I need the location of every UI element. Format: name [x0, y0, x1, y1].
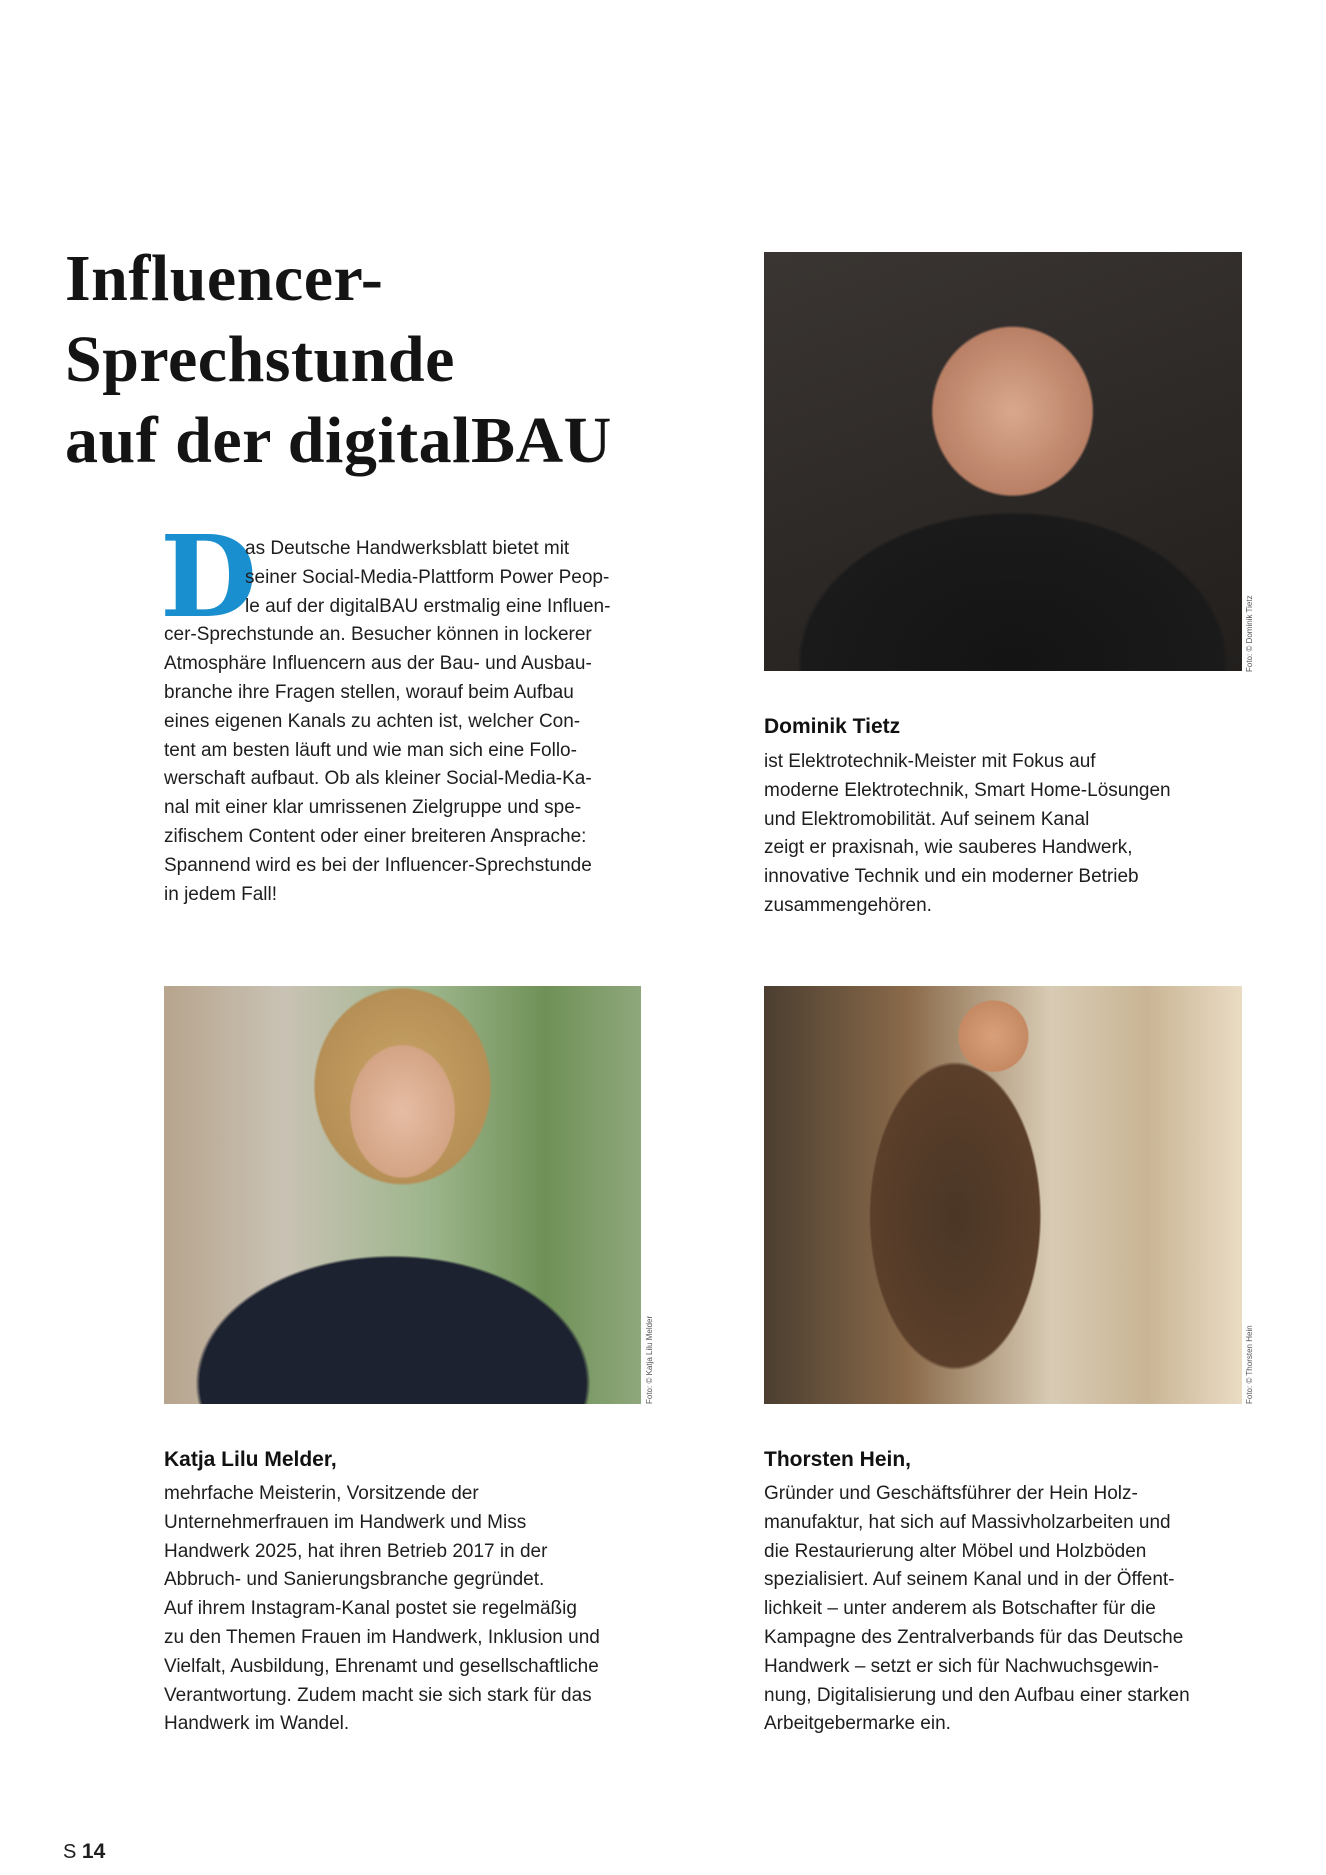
- photo-credit: Foto: © Katja Lilu Melder: [645, 1315, 654, 1404]
- title-line: Sprechstunde: [65, 323, 455, 396]
- text-line: le auf der digitalBAU erstmalig eine Influen-: [245, 595, 611, 617]
- text-line: mehrfache Meisterin, Vorsitzende der: [164, 1483, 479, 1504]
- text-line: manufaktur, hat sich auf Massivholzarbeiten und: [764, 1511, 1171, 1533]
- profile-name: Katja Lilu Melder,: [164, 1448, 337, 1471]
- profile-name: Thorsten Hein,: [764, 1448, 912, 1471]
- text-line: Gründer und Geschäftsführer der Hein Holz-: [764, 1483, 1138, 1504]
- title-line: Influencer-: [65, 242, 384, 315]
- text-line: zifischem Content oder einer breiteren Ansprache:: [164, 825, 587, 847]
- text-line: moderne Elektrotechnik, Smart Home-Lösungen: [764, 779, 1171, 801]
- profile-text: [764, 748, 1171, 921]
- text-line: in jedem Fall!: [164, 883, 277, 905]
- photo-dominik-tietz: [764, 252, 1242, 671]
- photo-katja-lilu-melder: [164, 986, 641, 1404]
- photo-credit: Foto: © Thorsten Hein: [1245, 1325, 1254, 1404]
- text-line: zeigt er praxisnah, wie sauberes Handwerk,: [764, 837, 1133, 859]
- text-line: Abbruch- und Sanierungsbranche gegründet.: [164, 1569, 545, 1591]
- text-line: branche ihre Fragen stellen, worauf beim Aufbau: [164, 681, 574, 703]
- text-line: as Deutsche Handwerksblatt bietet mit: [245, 538, 570, 559]
- text-line: Atmosphäre Influencern aus der Bau- und Ausbau-: [164, 653, 592, 675]
- text-line: eines eigenen Kanals zu achten ist, welcher Con-: [164, 710, 581, 732]
- profile-text: [164, 1480, 600, 1739]
- page-prefix: S: [63, 1841, 77, 1863]
- text-line: zu den Themen Frauen im Handwerk, Inklusion und: [164, 1626, 600, 1648]
- text-line: lichkeit – unter anderem als Botschafter für die: [764, 1598, 1156, 1620]
- text-line: Auf ihrem Instagram-Kanal postet sie regelmäßig: [164, 1598, 577, 1620]
- text-line: ist Elektrotechnik-Meister mit Fokus auf: [764, 751, 1096, 772]
- text-line: Verantwortung. Zudem macht sie sich stark für das: [164, 1684, 592, 1706]
- photo-thorsten-hein: [764, 986, 1242, 1404]
- text-line: zusammengehören.: [764, 894, 932, 916]
- text-line: nung, Digitalisierung und den Aufbau einer starken: [764, 1684, 1190, 1706]
- text-line: nal mit einer klar umrissenen Zielgruppe und spe-: [164, 797, 582, 819]
- text-line: Vielfalt, Ausbildung, Ehrenamt und gesellschaftliche: [164, 1655, 599, 1677]
- drop-cap: D: [160, 512, 258, 643]
- intro-paragraph: [164, 535, 644, 909]
- text-line: werschaft aufbaut. Ob als kleiner Social-Media-Ka-: [164, 768, 592, 790]
- page-number-value: 14: [81, 1840, 106, 1863]
- text-line: Kampagne des Zentralverbands für das Deutsche: [764, 1626, 1184, 1648]
- text-line: Handwerk – setzt er sich für Nachwuchsgewin-: [764, 1655, 1159, 1677]
- text-line: die Restaurierung alter Möbel und Holzböden: [764, 1540, 1147, 1562]
- text-line: spezialisiert. Auf seinem Kanal und in der Öffent-: [764, 1569, 1175, 1591]
- text-line: und Elektromobilität. Auf seinem Kanal: [764, 808, 1090, 830]
- profile-name: Dominik Tietz: [764, 715, 901, 738]
- text-line: tent am besten läuft und wie man sich eine Follo-: [164, 739, 577, 761]
- text-line: Arbeitgebermarke ein.: [764, 1713, 951, 1735]
- photo-credit: Foto: © Dominik Tietz: [1245, 595, 1254, 672]
- text-line: Handwerk im Wandel.: [164, 1713, 350, 1735]
- page-title: [65, 238, 612, 481]
- text-line: Handwerk 2025, hat ihren Betrieb 2017 in der: [164, 1540, 548, 1562]
- title-line: auf der digitalBAU: [65, 404, 612, 477]
- page-number: [63, 1840, 105, 1864]
- text-line: cer-Sprechstunde an. Besucher können in lockerer: [164, 624, 592, 646]
- text-line: Unternehmerfrauen im Handwerk und Miss: [164, 1511, 527, 1533]
- text-line: innovative Technik und ein moderner Betrieb: [764, 866, 1139, 888]
- text-line: Spannend wird es bei der Influencer-Sprechstunde: [164, 854, 592, 876]
- profile-text: [764, 1480, 1190, 1739]
- text-line: seiner Social-Media-Plattform Power Peop-: [245, 566, 610, 588]
